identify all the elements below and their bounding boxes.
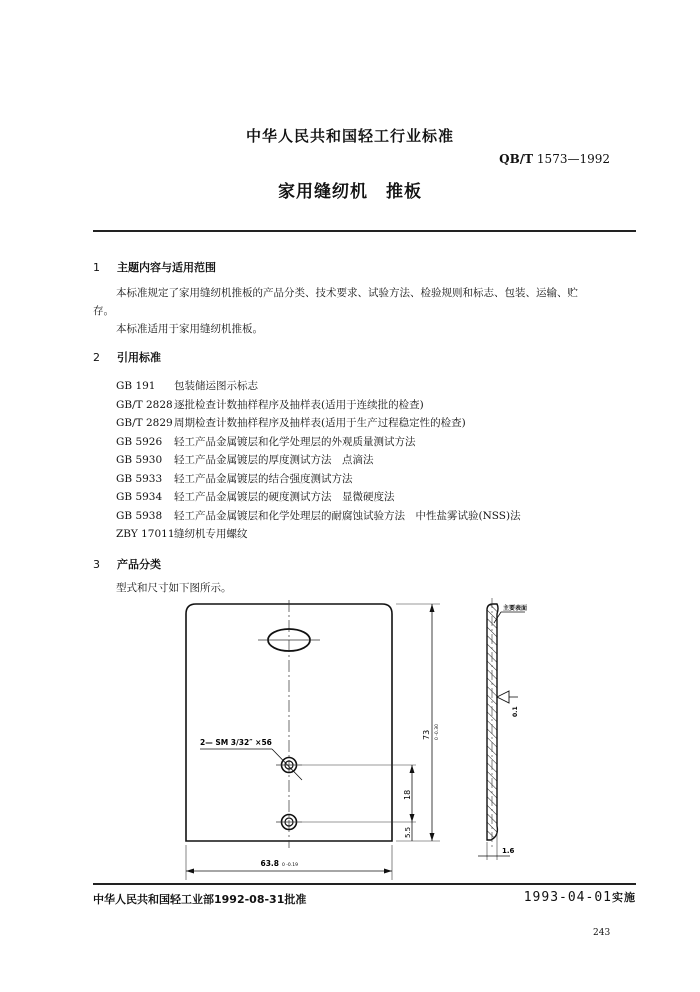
hole-leader-arrow bbox=[272, 749, 302, 780]
thickness-value: 1.6 bbox=[502, 847, 515, 855]
reference-item: GB/T 2828逐批检查计数抽样程序及抽样表(适用于连续批的检查) bbox=[116, 398, 424, 411]
reference-item: GB 191 包装储运图示标志 bbox=[116, 380, 258, 392]
approval-info: 中华人民共和国轻工业部1992-08-31批准 bbox=[93, 893, 307, 906]
dim-width-tolerance: 0 -0.19 bbox=[282, 863, 298, 868]
section-1-para-1-cont: 存。 bbox=[93, 305, 114, 317]
implementation-date: 1993-04-01实施 bbox=[523, 890, 636, 905]
section-1-para-1: 本标准规定了家用缝纫机推板的产品分类、技术要求、试验方法、检验规则和标志、包装、运输、贮 bbox=[116, 287, 578, 299]
reference-item: GB/T 2829周期检查计数抽样程序及抽样表(适用于生产过程稳定性的检查) bbox=[116, 417, 466, 429]
references-list bbox=[116, 378, 521, 545]
section-3-heading: 3 产品分类 bbox=[93, 558, 161, 571]
reference-item: GB 5938 轻工产品金属镀层和化学处理层的耐腐蚀试验方法 中性盐雾试验(NSS)法 bbox=[116, 509, 521, 522]
reference-item: ZBY 17011缝纫机专用螺纹 bbox=[116, 528, 248, 540]
section-1-para-2: 本标准适用于家用缝纫机推板。 bbox=[116, 323, 263, 335]
dim-18-value: 18 bbox=[403, 789, 412, 800]
reference-item: GB 5930 轻工产品金属镀层的厚度测试方法 点滴法 bbox=[116, 454, 374, 466]
dim-height-tolerance: 0 -0.30 bbox=[435, 724, 440, 740]
dim-5-5-value: 5.5 bbox=[404, 826, 412, 838]
standard-code: QB/T 1573—1992 bbox=[499, 152, 610, 166]
page-number: 243 bbox=[593, 928, 611, 938]
roughness-symbol bbox=[497, 691, 509, 703]
section-2-heading: 2 引用标准 bbox=[93, 351, 161, 364]
issuing-organization: 中华人民共和国轻工行业标准 bbox=[245, 127, 454, 145]
footer-rule bbox=[93, 883, 636, 885]
roughness-value: 0.1 bbox=[512, 706, 519, 717]
section-1-heading: 1 主题内容与适用范围 bbox=[93, 261, 216, 274]
header-rule bbox=[93, 230, 636, 232]
reference-item: GB 5933 轻工产品金属镀层的结合强度测试方法 bbox=[116, 472, 353, 485]
dim-height-value: 73 bbox=[422, 729, 431, 740]
side-view-section bbox=[487, 604, 498, 840]
reference-item: GB 5926 轻工产品金属镀层和化学处理层的外观质量测试方法 bbox=[116, 435, 416, 448]
dim-width-value: 63.8 bbox=[260, 859, 279, 868]
technical-drawing bbox=[0, 590, 700, 890]
section-3-para: 型式和尺寸如下图所示。 bbox=[116, 582, 232, 594]
hole-spec-label: 2— SM 3/32″ ×56 bbox=[200, 738, 272, 747]
document-title: 家用缝纫机 推板 bbox=[278, 182, 422, 202]
main-surface-label: 主要表面 bbox=[503, 605, 528, 612]
reference-item: GB 5934 轻工产品金属镀层的硬度测试方法 显微硬度法 bbox=[116, 491, 395, 503]
